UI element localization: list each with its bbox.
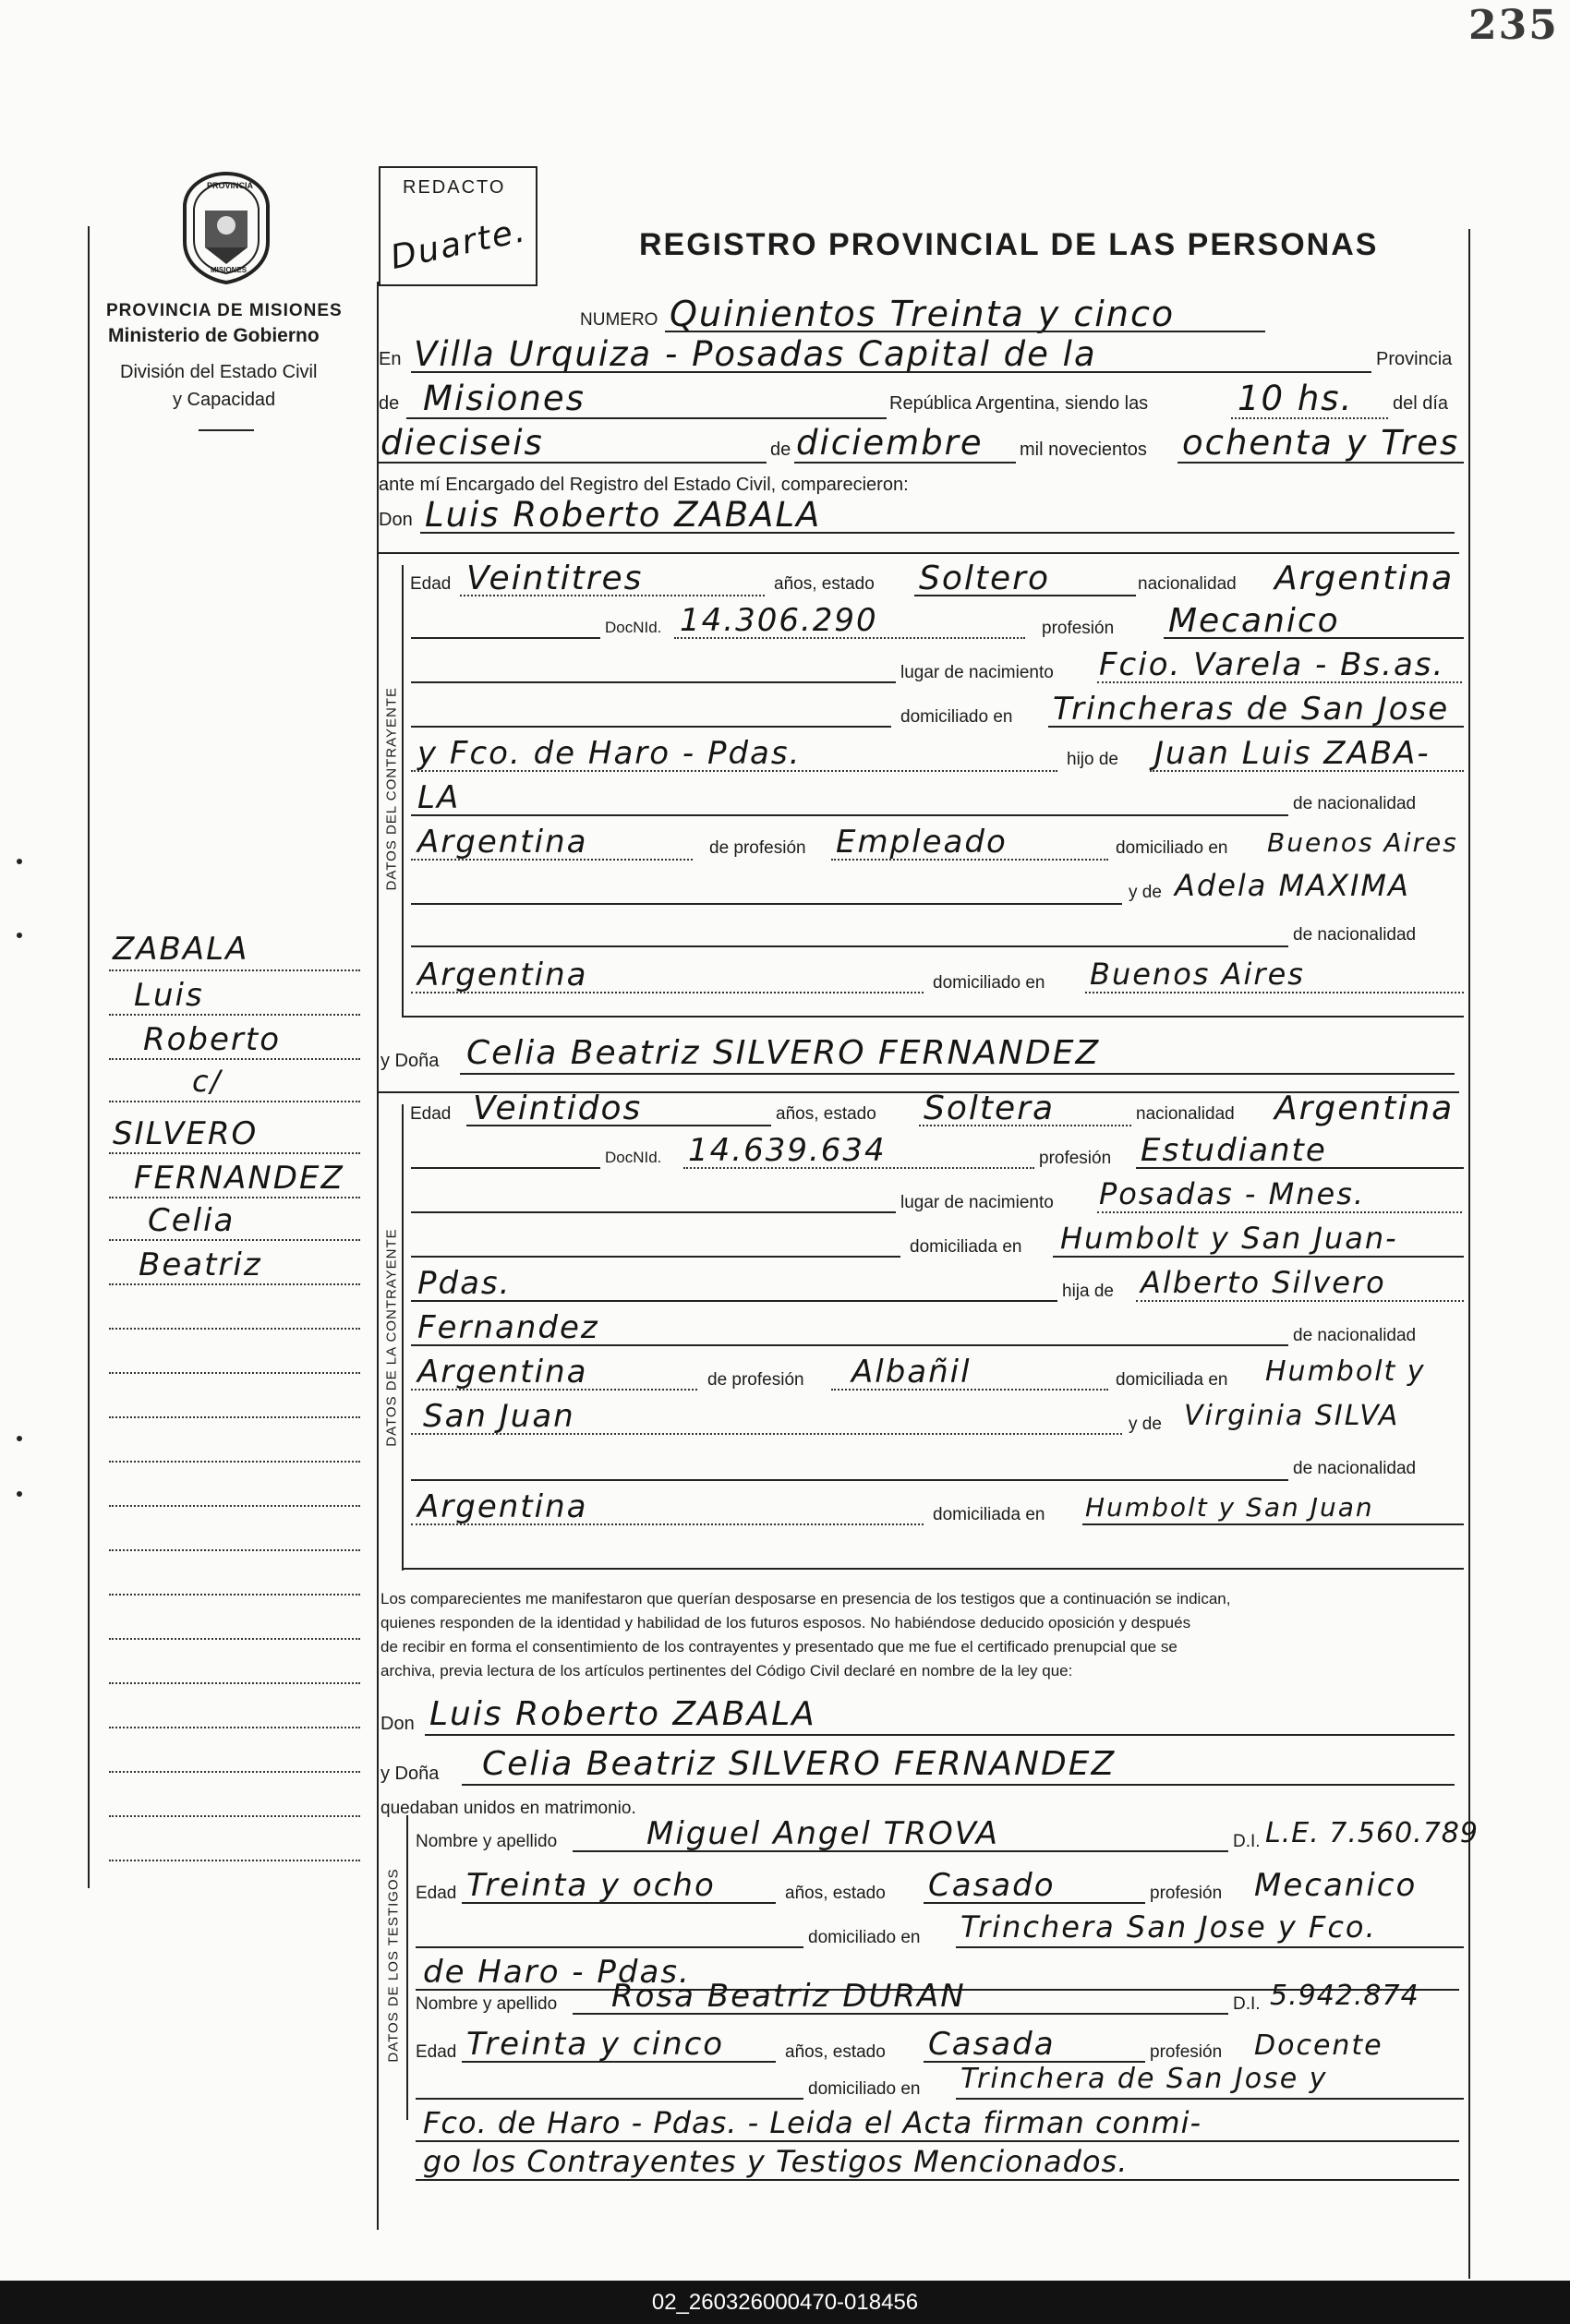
bride-mother-nac-line bbox=[411, 1523, 924, 1525]
groom-edad: Veintitres bbox=[466, 560, 644, 597]
w1-prof-label: profesión bbox=[1150, 1884, 1223, 1903]
groom-prof-line bbox=[1164, 637, 1464, 639]
groom-profesion: Mecanico bbox=[1168, 602, 1340, 640]
margin-row bbox=[109, 1058, 360, 1060]
agency-ministry: Ministerio de Gobierno bbox=[108, 325, 320, 346]
hour-line bbox=[1231, 417, 1388, 419]
witness-box-left bbox=[406, 1815, 408, 2120]
groom-name-line bbox=[420, 532, 1455, 534]
bride-father-prof: Albañil bbox=[851, 1354, 972, 1391]
margin-note-line-2: Luis bbox=[134, 977, 204, 1014]
witness-side-label: DATOS DE LOS TESTIGOS bbox=[385, 1868, 402, 2063]
bride-estado: Soltera bbox=[924, 1090, 1056, 1127]
bride-mother-dom-line bbox=[1082, 1523, 1464, 1525]
bride-de-nac-label: de nacionalidad bbox=[1293, 1326, 1417, 1345]
groom-hijo-label: hijo de bbox=[1067, 750, 1118, 769]
groom-de-prof-label: de profesión bbox=[709, 838, 806, 858]
groom-dom-2: y Fco. de Haro - Pdas. bbox=[417, 735, 802, 772]
bride-mother: Virginia SILVA bbox=[1184, 1400, 1400, 1432]
w1-estado-line bbox=[924, 1902, 1145, 1904]
decl-dona-label: y Doña bbox=[380, 1764, 440, 1784]
groom-section-bottom bbox=[402, 1016, 1464, 1018]
margin-row bbox=[109, 1101, 360, 1102]
bride-side-label: DATOS DE LA CONTRAYENTE bbox=[383, 1228, 400, 1447]
act-province: Misiones bbox=[423, 379, 586, 418]
declaration-line-2: quienes responden de la identidad y habilidad de los futuros esposos. No habiéndose deducido oposición y después bbox=[380, 1614, 1191, 1632]
margin-row bbox=[109, 1815, 360, 1817]
w1-nombre-label: Nombre y apellido bbox=[416, 1832, 558, 1851]
binder-hole bbox=[17, 933, 22, 938]
groom-father-nac-line bbox=[411, 859, 693, 861]
w1-prof: Mecanico bbox=[1254, 1867, 1418, 1904]
groom-doc: 14.306.290 bbox=[680, 602, 878, 639]
month-line bbox=[794, 462, 1016, 464]
w2-dom3-line bbox=[416, 2179, 1459, 2181]
bride-father-2: Fernandez bbox=[417, 1309, 599, 1346]
w1-di: L.E. 7.560.789 bbox=[1265, 1817, 1479, 1849]
de-label-2: de bbox=[770, 440, 791, 460]
bride-father-dom-1: Humbolt y bbox=[1265, 1355, 1426, 1388]
groom-estado-line bbox=[914, 595, 1136, 596]
margin-row bbox=[109, 1416, 360, 1418]
crest-text-bottom: MISIONES bbox=[211, 266, 248, 274]
declaration-line-4: archiva, previa lectura de los artículos pertinentes del Código Civil declaré en nombre de la ley que: bbox=[380, 1662, 1073, 1680]
bride-y-de-label: y de bbox=[1129, 1415, 1162, 1434]
bride-doc-label: DocNId. bbox=[605, 1149, 662, 1166]
w1-edad-line bbox=[462, 1902, 776, 1904]
margin-row bbox=[109, 1328, 360, 1330]
groom-father-nac: Argentina bbox=[417, 824, 588, 861]
agency-province: PROVINCIA DE MISIONES bbox=[106, 301, 343, 320]
margin-row bbox=[109, 1014, 360, 1016]
numero-line bbox=[665, 331, 1265, 332]
bride-name: Celia Beatriz SILVERO FERNANDEZ bbox=[466, 1034, 1101, 1072]
bride-dom-1: Humbolt y San Juan- bbox=[1060, 1221, 1398, 1256]
left-margin-line bbox=[88, 226, 90, 1888]
w2-nombre-label: Nombre y apellido bbox=[416, 1994, 558, 2014]
bride-father-dom2-line bbox=[411, 1433, 1122, 1435]
w2-di-label: D.I. bbox=[1233, 1994, 1261, 2014]
margin-row bbox=[109, 1505, 360, 1507]
bride-box-left bbox=[402, 1104, 404, 1571]
provincial-crest bbox=[175, 168, 277, 286]
groom-name: Luis Roberto ZABALA bbox=[425, 495, 822, 535]
page-title: REGISTRO PROVINCIAL DE LAS PERSONAS bbox=[639, 227, 1379, 262]
declaration-line-3: de recibir en forma el consentimiento de los contrayentes y presentado que me fue el certificado prenupcial que se bbox=[380, 1638, 1178, 1656]
bride-nacionalidad: Argentina bbox=[1274, 1090, 1455, 1127]
groom-de-nac-label: de nacionalidad bbox=[1293, 794, 1417, 813]
mil-label: mil novecientos bbox=[1020, 440, 1147, 460]
year-line bbox=[1178, 462, 1464, 464]
margin-row bbox=[109, 1638, 360, 1640]
groom-edad-line bbox=[460, 595, 765, 596]
groom-dom-label: domiciliado en bbox=[900, 707, 1013, 727]
groom-lugar-label: lugar de nacimiento bbox=[900, 663, 1054, 682]
groom-father-1: Juan Luis ZABA- bbox=[1154, 735, 1431, 772]
groom-doc-line bbox=[674, 637, 1025, 639]
groom-nac-label: nacionalidad bbox=[1138, 574, 1237, 594]
groom-lugar-line bbox=[1097, 681, 1462, 683]
bride-doc-line bbox=[683, 1167, 1034, 1169]
groom-de-nac-label-2: de nacionalidad bbox=[1293, 925, 1417, 945]
margin-note-line-8: Beatriz bbox=[139, 1246, 262, 1283]
agency-capacity: y Capacidad bbox=[173, 390, 276, 410]
groom-mother: Adela MAXIMA bbox=[1175, 868, 1410, 903]
act-place: Villa Urquiza - Posadas Capital de la bbox=[414, 334, 1097, 374]
numero-label: NUMERO bbox=[580, 310, 658, 330]
act-month: diciembre bbox=[796, 423, 984, 463]
w2-di: 5.942.874 bbox=[1270, 1980, 1419, 2012]
groom-doc-label: DocNId. bbox=[605, 619, 662, 636]
bride-dom-line bbox=[1053, 1256, 1464, 1258]
margin-row bbox=[109, 969, 360, 971]
bride-mother-nac-pre-line bbox=[411, 1479, 1288, 1481]
bride-father-1: Alberto Silvero bbox=[1141, 1265, 1386, 1300]
bride-prof-label: profesión bbox=[1039, 1149, 1112, 1168]
bride-dom-pre-line bbox=[411, 1256, 900, 1258]
decl-bride: Celia Beatriz SILVERO FERNANDEZ bbox=[482, 1745, 1117, 1783]
bride-lugar: Posadas - Mnes. bbox=[1099, 1176, 1366, 1211]
w1-dom-line bbox=[956, 1946, 1464, 1948]
groom-edad-label: Edad bbox=[410, 574, 452, 594]
groom-nacionalidad: Argentina bbox=[1274, 560, 1455, 597]
w2-dom-label: domiciliado en bbox=[808, 2079, 921, 2099]
margin-row bbox=[109, 1860, 360, 1861]
w2-name: Rosa Beatriz DURAN bbox=[611, 1978, 966, 2015]
bride-dom-2: Pdas. bbox=[417, 1265, 512, 1302]
w2-edad-line bbox=[462, 2061, 776, 2063]
w1-edad: Treinta y ocho bbox=[466, 1867, 716, 1904]
margin-row bbox=[109, 1682, 360, 1684]
form-left-line bbox=[377, 282, 379, 2230]
groom-mother-pre-line bbox=[411, 903, 1122, 905]
decl-groom: Luis Roberto ZABALA bbox=[429, 1695, 816, 1733]
decl-united: quedaban unidos en matrimonio. bbox=[380, 1799, 636, 1818]
decl-groom-line bbox=[425, 1734, 1455, 1736]
groom-mother-dom: Buenos Aires bbox=[1090, 957, 1305, 992]
margin-note-line-3: Roberto bbox=[143, 1021, 282, 1058]
margin-row bbox=[109, 1461, 360, 1463]
act-number: Quinientos Treinta y cinco bbox=[670, 294, 1176, 334]
groom-mother-nac-pre-line bbox=[411, 945, 1288, 947]
w1-name-line bbox=[573, 1850, 1228, 1852]
w2-edad: Treinta y cinco bbox=[466, 2026, 725, 2063]
margin-note-line-6: FERNANDEZ bbox=[134, 1160, 344, 1197]
groom-section-top bbox=[379, 552, 1459, 554]
margin-note-line-7: Celia bbox=[148, 1202, 236, 1239]
groom-doc-pre-line bbox=[411, 637, 600, 639]
groom-dom-line bbox=[1048, 726, 1464, 728]
groom-lugar: Fcio. Varela - Bs.as. bbox=[1099, 646, 1445, 683]
decl-don-label: Don bbox=[380, 1714, 415, 1734]
w1-dom-1: Trinchera San Jose y Fco. bbox=[960, 1909, 1377, 1945]
groom-father-2: LA bbox=[417, 779, 461, 816]
form-right-line bbox=[1468, 229, 1470, 2279]
binder-hole bbox=[17, 1491, 22, 1497]
margin-row bbox=[109, 1283, 360, 1285]
margin-row bbox=[109, 1594, 360, 1595]
act-day: dieciseis bbox=[380, 423, 544, 463]
redacto-label: REDACTO bbox=[403, 177, 506, 198]
groom-mother-nac-line bbox=[411, 992, 924, 993]
bride-nac-label: nacionalidad bbox=[1136, 1104, 1235, 1124]
del-dia-label: del día bbox=[1393, 393, 1449, 414]
w1-dom-label: domiciliado en bbox=[808, 1928, 921, 1947]
groom-prof-label: profesión bbox=[1042, 619, 1115, 638]
groom-y-de-label: y de bbox=[1129, 883, 1162, 902]
bride-domd-label-2: domiciliada en bbox=[933, 1505, 1045, 1524]
w1-estado: Casado bbox=[928, 1867, 1056, 1904]
margin-note-line-4: c/ bbox=[192, 1064, 223, 1099]
groom-dom-pre-line bbox=[411, 726, 891, 728]
declaration-line-1: Los comparecientes me manifestaron que querían desposarse en presencia de los testigos que a continuación se indican, bbox=[380, 1590, 1231, 1608]
w2-dom-line bbox=[956, 2098, 1464, 2100]
w2-name-line bbox=[573, 2013, 1228, 2015]
binder-hole bbox=[17, 859, 22, 864]
w1-dom-2: de Haro - Pdas. bbox=[423, 1954, 691, 1991]
w2-dom-3: go los Contrayentes y Testigos Mencionados. bbox=[423, 2144, 1129, 2179]
decl-bride-line bbox=[462, 1784, 1455, 1786]
groom-domd-label: domiciliado en bbox=[1116, 838, 1228, 858]
provincia-label: Provincia bbox=[1376, 349, 1453, 369]
bride-dom2-line bbox=[411, 1300, 1057, 1302]
bride-dom-label: domiciliada en bbox=[910, 1237, 1022, 1257]
bride-edad-line bbox=[466, 1125, 771, 1126]
bride-lugar-pre-line bbox=[411, 1211, 896, 1213]
act-year: ochenta y Tres bbox=[1182, 423, 1460, 463]
en-label: En bbox=[379, 349, 402, 369]
bride-edad: Veintidos bbox=[473, 1090, 643, 1127]
redacto-signature: Duarte. bbox=[387, 211, 530, 278]
bride-hija-label: hija de bbox=[1062, 1282, 1114, 1301]
groom-father-prof: Empleado bbox=[836, 824, 1008, 861]
bride-profesion: Estudiante bbox=[1141, 1132, 1327, 1169]
bride-lugar-label: lugar de nacimiento bbox=[900, 1193, 1054, 1212]
bride-estado-line bbox=[919, 1125, 1131, 1126]
margin-note-line-5: SILVERO bbox=[113, 1115, 259, 1152]
groom-dom2-line bbox=[411, 770, 1057, 772]
bride-doc: 14.639.634 bbox=[688, 1132, 887, 1169]
margin-row bbox=[109, 1771, 360, 1773]
bride-anos-label: años, estado bbox=[776, 1104, 876, 1124]
margin-row bbox=[109, 1549, 360, 1551]
agency-underline bbox=[199, 429, 254, 431]
bride-dona-label: y Doña bbox=[380, 1051, 440, 1071]
bride-prof-line bbox=[1136, 1167, 1464, 1169]
margin-row bbox=[109, 1727, 360, 1728]
bride-domd-label: domiciliada en bbox=[1116, 1370, 1228, 1390]
margin-row bbox=[109, 1197, 360, 1198]
w1-edad-label: Edad bbox=[416, 1884, 457, 1903]
bride-section-bottom bbox=[402, 1568, 1464, 1570]
groom-domd-label-2: domiciliado en bbox=[933, 973, 1045, 993]
bride-mother-dom: Humbolt y San Juan bbox=[1085, 1492, 1374, 1523]
groom-mother-nac: Argentina bbox=[417, 957, 588, 993]
groom-dom-1: Trincheras de San Jose bbox=[1053, 691, 1450, 728]
crest-text-top: PROVINCIA bbox=[207, 181, 254, 190]
bride-de-nac-label-2: de nacionalidad bbox=[1293, 1459, 1417, 1478]
w2-prof: Docente bbox=[1254, 2029, 1383, 2062]
province-line bbox=[406, 417, 887, 419]
bride-father-nac: Argentina bbox=[417, 1354, 588, 1391]
ante-text: ante mí Encargado del Registro del Estado Civil, comparecieron: bbox=[379, 475, 909, 495]
w2-estado: Casada bbox=[928, 2026, 1056, 2063]
w2-edad-label: Edad bbox=[416, 2042, 457, 2062]
groom-box-left bbox=[402, 565, 404, 1018]
margin-row bbox=[109, 1372, 360, 1374]
w1-name: Miguel Angel TROVA bbox=[646, 1815, 1000, 1852]
groom-lugar-pre-line bbox=[411, 681, 896, 683]
w1-anos-label: años, estado bbox=[785, 1884, 886, 1903]
w2-anos-label: años, estado bbox=[785, 2042, 886, 2062]
groom-father2-line bbox=[411, 814, 1288, 816]
bride-lugar-line bbox=[1097, 1211, 1462, 1213]
bride-father-prof-line bbox=[831, 1389, 1108, 1391]
w2-dom-2: Fco. de Haro - Pdas. - Leida el Acta firman conmi- bbox=[423, 2105, 1202, 2140]
groom-father-line bbox=[1150, 770, 1464, 772]
margin-row bbox=[109, 1239, 360, 1241]
bride-name-line bbox=[460, 1073, 1455, 1075]
groom-father-dom: Buenos Aires bbox=[1267, 827, 1458, 858]
document-id-footer: 02_260326000470-018456 bbox=[0, 2281, 1570, 2324]
w2-dom-pre-line bbox=[416, 2098, 803, 2100]
bride-father-line bbox=[1136, 1300, 1464, 1302]
bride-doc-pre-line bbox=[411, 1167, 600, 1169]
bride-father-nac-line bbox=[411, 1389, 697, 1391]
w1-dom-pre-line bbox=[416, 1946, 803, 1948]
bride-edad-label: Edad bbox=[410, 1104, 452, 1124]
groom-father-prof-line bbox=[831, 859, 1108, 861]
margin-row bbox=[109, 1152, 360, 1154]
margin-note-line-1: ZABALA bbox=[113, 931, 249, 968]
redacto-stamp bbox=[379, 166, 537, 286]
w1-di-label: D.I. bbox=[1233, 1832, 1261, 1851]
bride-de-prof-label: de profesión bbox=[707, 1370, 804, 1390]
page-number: 235 bbox=[1468, 2, 1559, 49]
bride-father2-line bbox=[411, 1344, 1288, 1346]
act-hour: 10 hs. bbox=[1238, 379, 1354, 418]
bride-father-dom-2: San Juan bbox=[423, 1398, 575, 1435]
w2-dom2-line bbox=[416, 2140, 1459, 2142]
day-line bbox=[379, 462, 767, 464]
groom-don-label: Don bbox=[379, 510, 413, 530]
groom-estado: Soltero bbox=[919, 560, 1050, 597]
bride-mother-nac: Argentina bbox=[417, 1488, 588, 1525]
w2-dom-1: Trinchera de San Jose y bbox=[960, 2063, 1328, 2095]
republica-label: República Argentina, siendo las bbox=[889, 393, 1149, 414]
groom-side-label: DATOS DEL CONTRAYENTE bbox=[383, 687, 400, 891]
groom-anos-label: años, estado bbox=[774, 574, 875, 594]
groom-mother-dom-line bbox=[1085, 992, 1464, 993]
w2-prof-label: profesión bbox=[1150, 2042, 1223, 2062]
agency-division: División del Estado Civil bbox=[120, 362, 318, 382]
binder-hole bbox=[17, 1436, 22, 1441]
de-label: de bbox=[379, 393, 400, 414]
place-line bbox=[411, 371, 1371, 373]
